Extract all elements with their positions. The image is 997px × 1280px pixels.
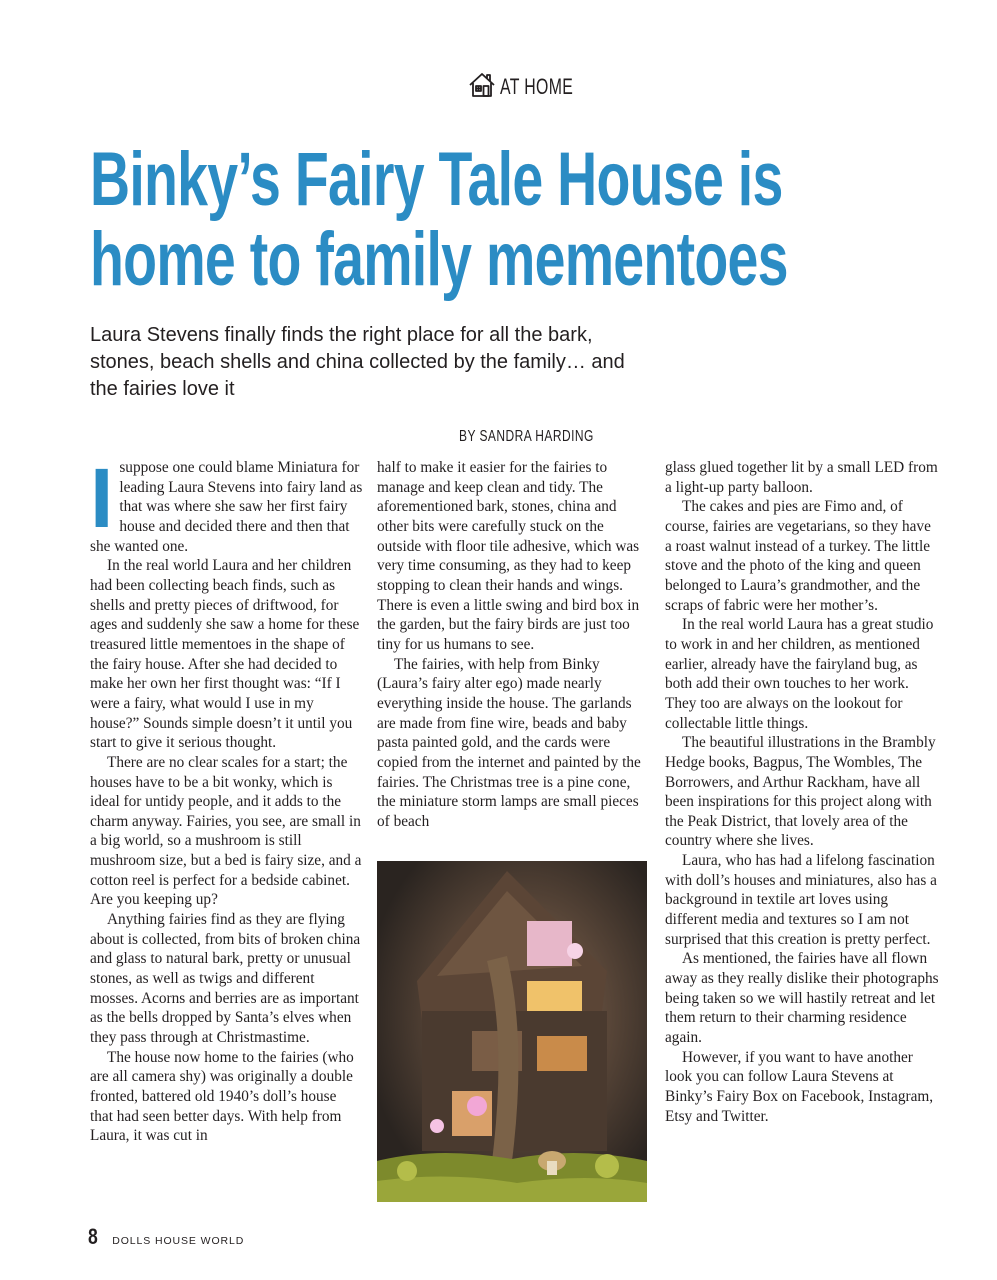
standfirst: Laura Stevens finally finds the right place for all the bark, stones, beach shells and china collected by the family… and the fairies love it [90,324,625,400]
paragraph: Laura, who has had a lifelong fascination with doll’s houses and miniatures, also has a background in textile art loves using different media and textures so I am not surprised that this creation is pretty perfect. [665,852,937,948]
magazine-name: DOLLS HOUSE WORLD [112,1235,245,1247]
byline: BY SANDRA HARDING [459,428,594,445]
paragraph: The house now home to the fairies (who are all camera shy) was originally a double fronted, battered old 1940’s doll’s house that had seen better days. With help from Laura, it was cut in [90,1048,354,1145]
paragraph: glass glued together lit by a small LED from a light-up party balloon. [665,459,938,496]
house-icon [468,71,496,104]
page-footer [88,1224,244,1250]
article-column-2 [377,458,649,831]
paragraph: The cakes and pies are Fimo and, of course, fairies are vegetarians, so they have a roast walnut instead of a turkey. The little stove and the photo of the king and queen belonged to Laura’s grandmother, and the scraps of fabric were her mother’s. [665,498,931,614]
paragraph: In the real world Laura and her children had been collecting beach finds, such as shells and pretty pieces of driftwood, for ages and suddenly she saw a home for these treasured little mementoes in the shape of the fairy house. After she had decided to make her own her first thought was: “If I were a fairy, what would I use in my house?” Sounds simple doesn’t it until you start to give it serious thought. [90,557,360,752]
headline-line-2: home to family mementoes [90,217,788,302]
section-tag [468,72,602,102]
paragraph: half to make it easier for the fairies to manage and keep clean and tidy. The aforementioned bark, stones, china and other bits were carefully stuck on the outside with floor tile adhesive, which was very time consuming, as they had to keep stopping to clean their hands and wings. There is even a little swing and bird box in the garden, but the fairy birds are just too tiny for us humans to see. [377,459,640,653]
fairy-house-photo [377,861,647,1202]
paragraph: The beautiful illustrations in the Brambly Hedge books, Bagpus, The Wombles, The Borrowers, and Arthur Rackham, have all been inspirations for this project along with the Peak District, that lovely area of the country where she lives. [665,734,936,850]
section-label: AT HOME [500,74,574,99]
paragraph: However, if you want to have another look you can follow Laura Stevens at Binky’s Fairy Box on Facebook, Instagram, Etsy and Twitter. [665,1048,934,1125]
article-column-1 [90,451,363,1146]
paragraph: As mentioned, the fairies have all flown away as they really dislike their photographs being taken so we will hastily retreat and let them return to their charming residence again. [665,950,939,1047]
article-column-3 [665,458,939,1126]
paragraph: In the real world Laura has a great studio to work in and her children, as mentioned earlier, already have the fairyland bug, as both add their own touches to her work. They too are always on the lookout for collectable little things. [665,616,934,732]
paragraph: The fairies, with help from Binky (Laura’s fairy alter ego) made nearly everything inside the house. The garlands are made from fine wire, beads and baby pasta painted gold, and the cards were copied from the internet and painted by the fairies. The Christmas tree is a pine cone, the miniature storm lamps are small pieces of beach [377,655,641,830]
paragraph: Anything fairies find as they are flying about is collected, from bits of broken china and glass to natural bark, pretty or unusual stones, as well as twigs and different mosses. Acorns and berries are as important as the bells dropped by Santa’s elves when they pass through at Christmastime. [90,911,361,1047]
paragraph: There are no clear scales for a start; the houses have to be a bit wonky, which is ideal for untidy people, and it adds to the charm anyway. Fairies, you see, are small in a big world, so a mushroom is still mushroom size, but a bed is fairy size, and a cotton reel is perfect for a bedside cabinet. Are you keeping up? [90,753,362,909]
page-number: 8 [88,1224,98,1249]
headline-line-1: Binky’s Fairy Tale House is [90,137,783,222]
headline [90,137,788,302]
drop-cap: I [90,451,114,545]
paragraph: Isuppose one could blame Miniatura for leading Laura Stevens into fairy land as that was where she saw her first fairy house and decided there and then that she wanted one. [90,451,363,555]
